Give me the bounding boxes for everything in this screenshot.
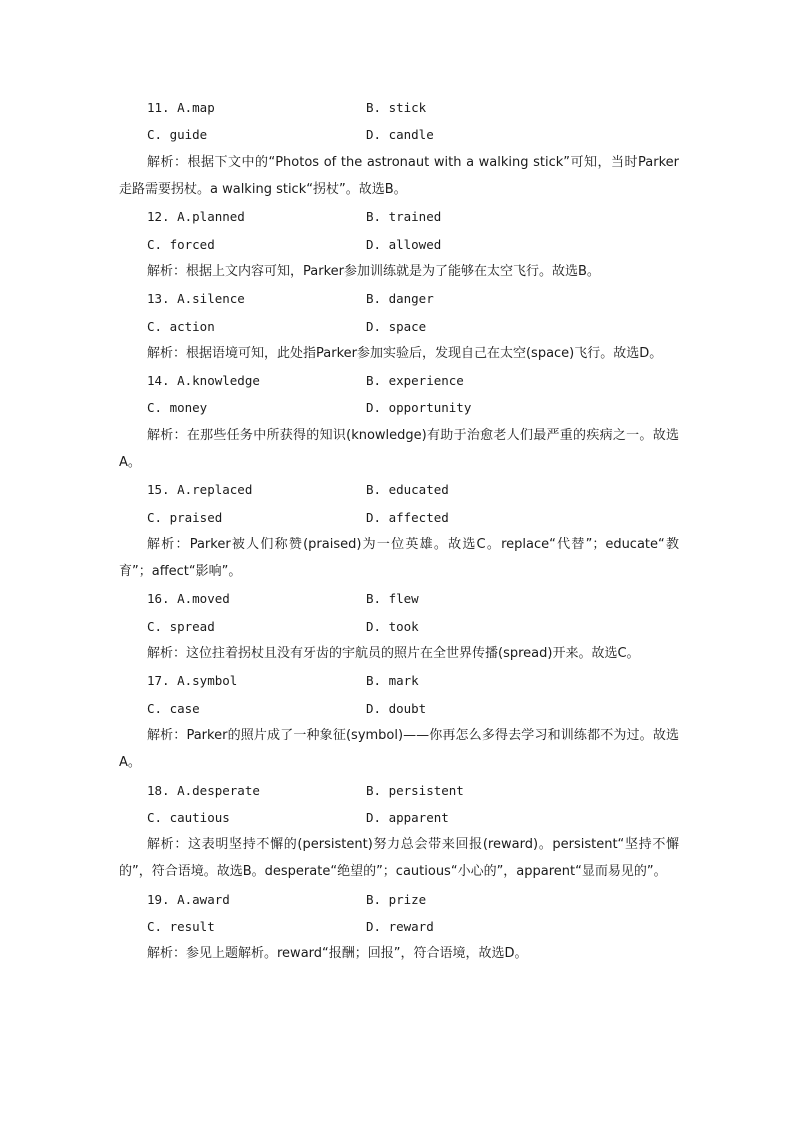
option-c: C. action [147,318,215,334]
option-c: C. cautious [147,809,230,825]
option-a: 15. A.replaced [147,482,253,498]
option-d: D. doubt [366,700,427,716]
option-c: C. forced [147,236,215,252]
analysis-text: 解析：Parker被人们称赞(praised)为一位英雄。故选C。replace“代替”；educate“教育”；affect“影响”。 [119,536,679,580]
option-b: B. educated [366,482,449,498]
option-a: 16. A.moved [147,591,230,607]
question-item-15 [119,476,679,585]
analysis-text: 解析：参见上题解析。reward“报酬；回报”，符合语境，故选D。 [147,946,528,962]
option-row [119,285,679,312]
option-a: 11. A.map [147,100,215,116]
analysis-text: 解析：这位拄着拐杖且没有牙齿的宇航员的照片在全世界传播(spread)开来。故选C。 [147,645,640,661]
analysis-text: 解析：根据上文内容可知，Parker参加训练就是为了能够在太空飞行。故选B。 [147,263,600,279]
analysis-text: 解析：根据下文中的“Photos of the astronaut with a walking stick”可知，当时Parker走路需要拐杖。a walking stick“拐杖”。故选B。 [119,154,679,197]
analysis-text: 解析：根据语境可知，此处指Parker参加实验后，发现自己在太空(space)飞行。故选D。 [147,345,663,361]
option-a: 18. A.desperate [147,782,260,798]
analysis-text: 解析：在那些任务中所获得的知识(knowledge)有助于治愈老人们最严重的疾病之一。故选A。 [119,427,679,470]
option-b: B. mark [366,673,419,689]
option-c: C. praised [147,509,223,525]
answer-explanations [119,94,679,968]
option-row [119,913,679,940]
option-d: D. reward [366,919,434,935]
question-item-16 [119,585,679,667]
option-b: B. stick [366,100,427,116]
question-item-18 [119,776,679,885]
option-row [119,121,679,148]
question-item-17 [119,667,679,776]
option-row [119,804,679,831]
option-row [119,667,679,694]
question-item-13 [119,285,679,367]
option-a: 19. A.award [147,891,230,907]
option-a: 12. A.planned [147,209,245,225]
option-a: 13. A.silence [147,291,245,307]
option-row [119,503,679,530]
option-b: B. flew [366,591,419,607]
option-row [119,203,679,230]
option-row [119,613,679,640]
option-b: B. experience [366,373,464,389]
option-b: B. danger [366,291,434,307]
option-row [119,312,679,339]
option-row [119,394,679,421]
question-item-14 [119,367,679,476]
option-d: D. space [366,318,427,334]
option-d: D. opportunity [366,400,472,416]
option-d: D. allowed [366,236,442,252]
option-row [119,695,679,722]
question-item-11 [119,94,679,203]
option-c: C. money [147,400,208,416]
option-a: 14. A.knowledge [147,373,260,389]
option-c: C. guide [147,127,208,143]
question-item-19 [119,886,679,968]
option-c: C. spread [147,618,215,634]
option-d: D. took [366,618,419,634]
option-row [119,230,679,257]
option-b: B. persistent [366,782,464,798]
option-row [119,476,679,503]
question-item-12 [119,203,679,285]
option-row [119,94,679,121]
option-row [119,585,679,612]
option-row [119,367,679,394]
analysis-text: 解析：这表明坚持不懈的(persistent)努力总会带来回报(reward)。persistent“坚持不懈的”，符合语境。故选B。desperate“绝望的”；cautious“小心的”，apparent“显而易见的”。 [119,837,679,880]
option-b: B. prize [366,891,427,907]
analysis-text: 解析：Parker的照片成了一种象征(symbol)——你再怎么多得去学习和训练都不为过。故选A。 [119,727,679,771]
option-row [119,776,679,803]
option-d: D. apparent [366,809,449,825]
option-row [119,886,679,913]
option-d: D. candle [366,127,434,143]
option-c: C. case [147,700,200,716]
option-b: B. trained [366,209,442,225]
option-a: 17. A.symbol [147,673,238,689]
option-d: D. affected [366,509,449,525]
option-c: C. result [147,919,215,935]
